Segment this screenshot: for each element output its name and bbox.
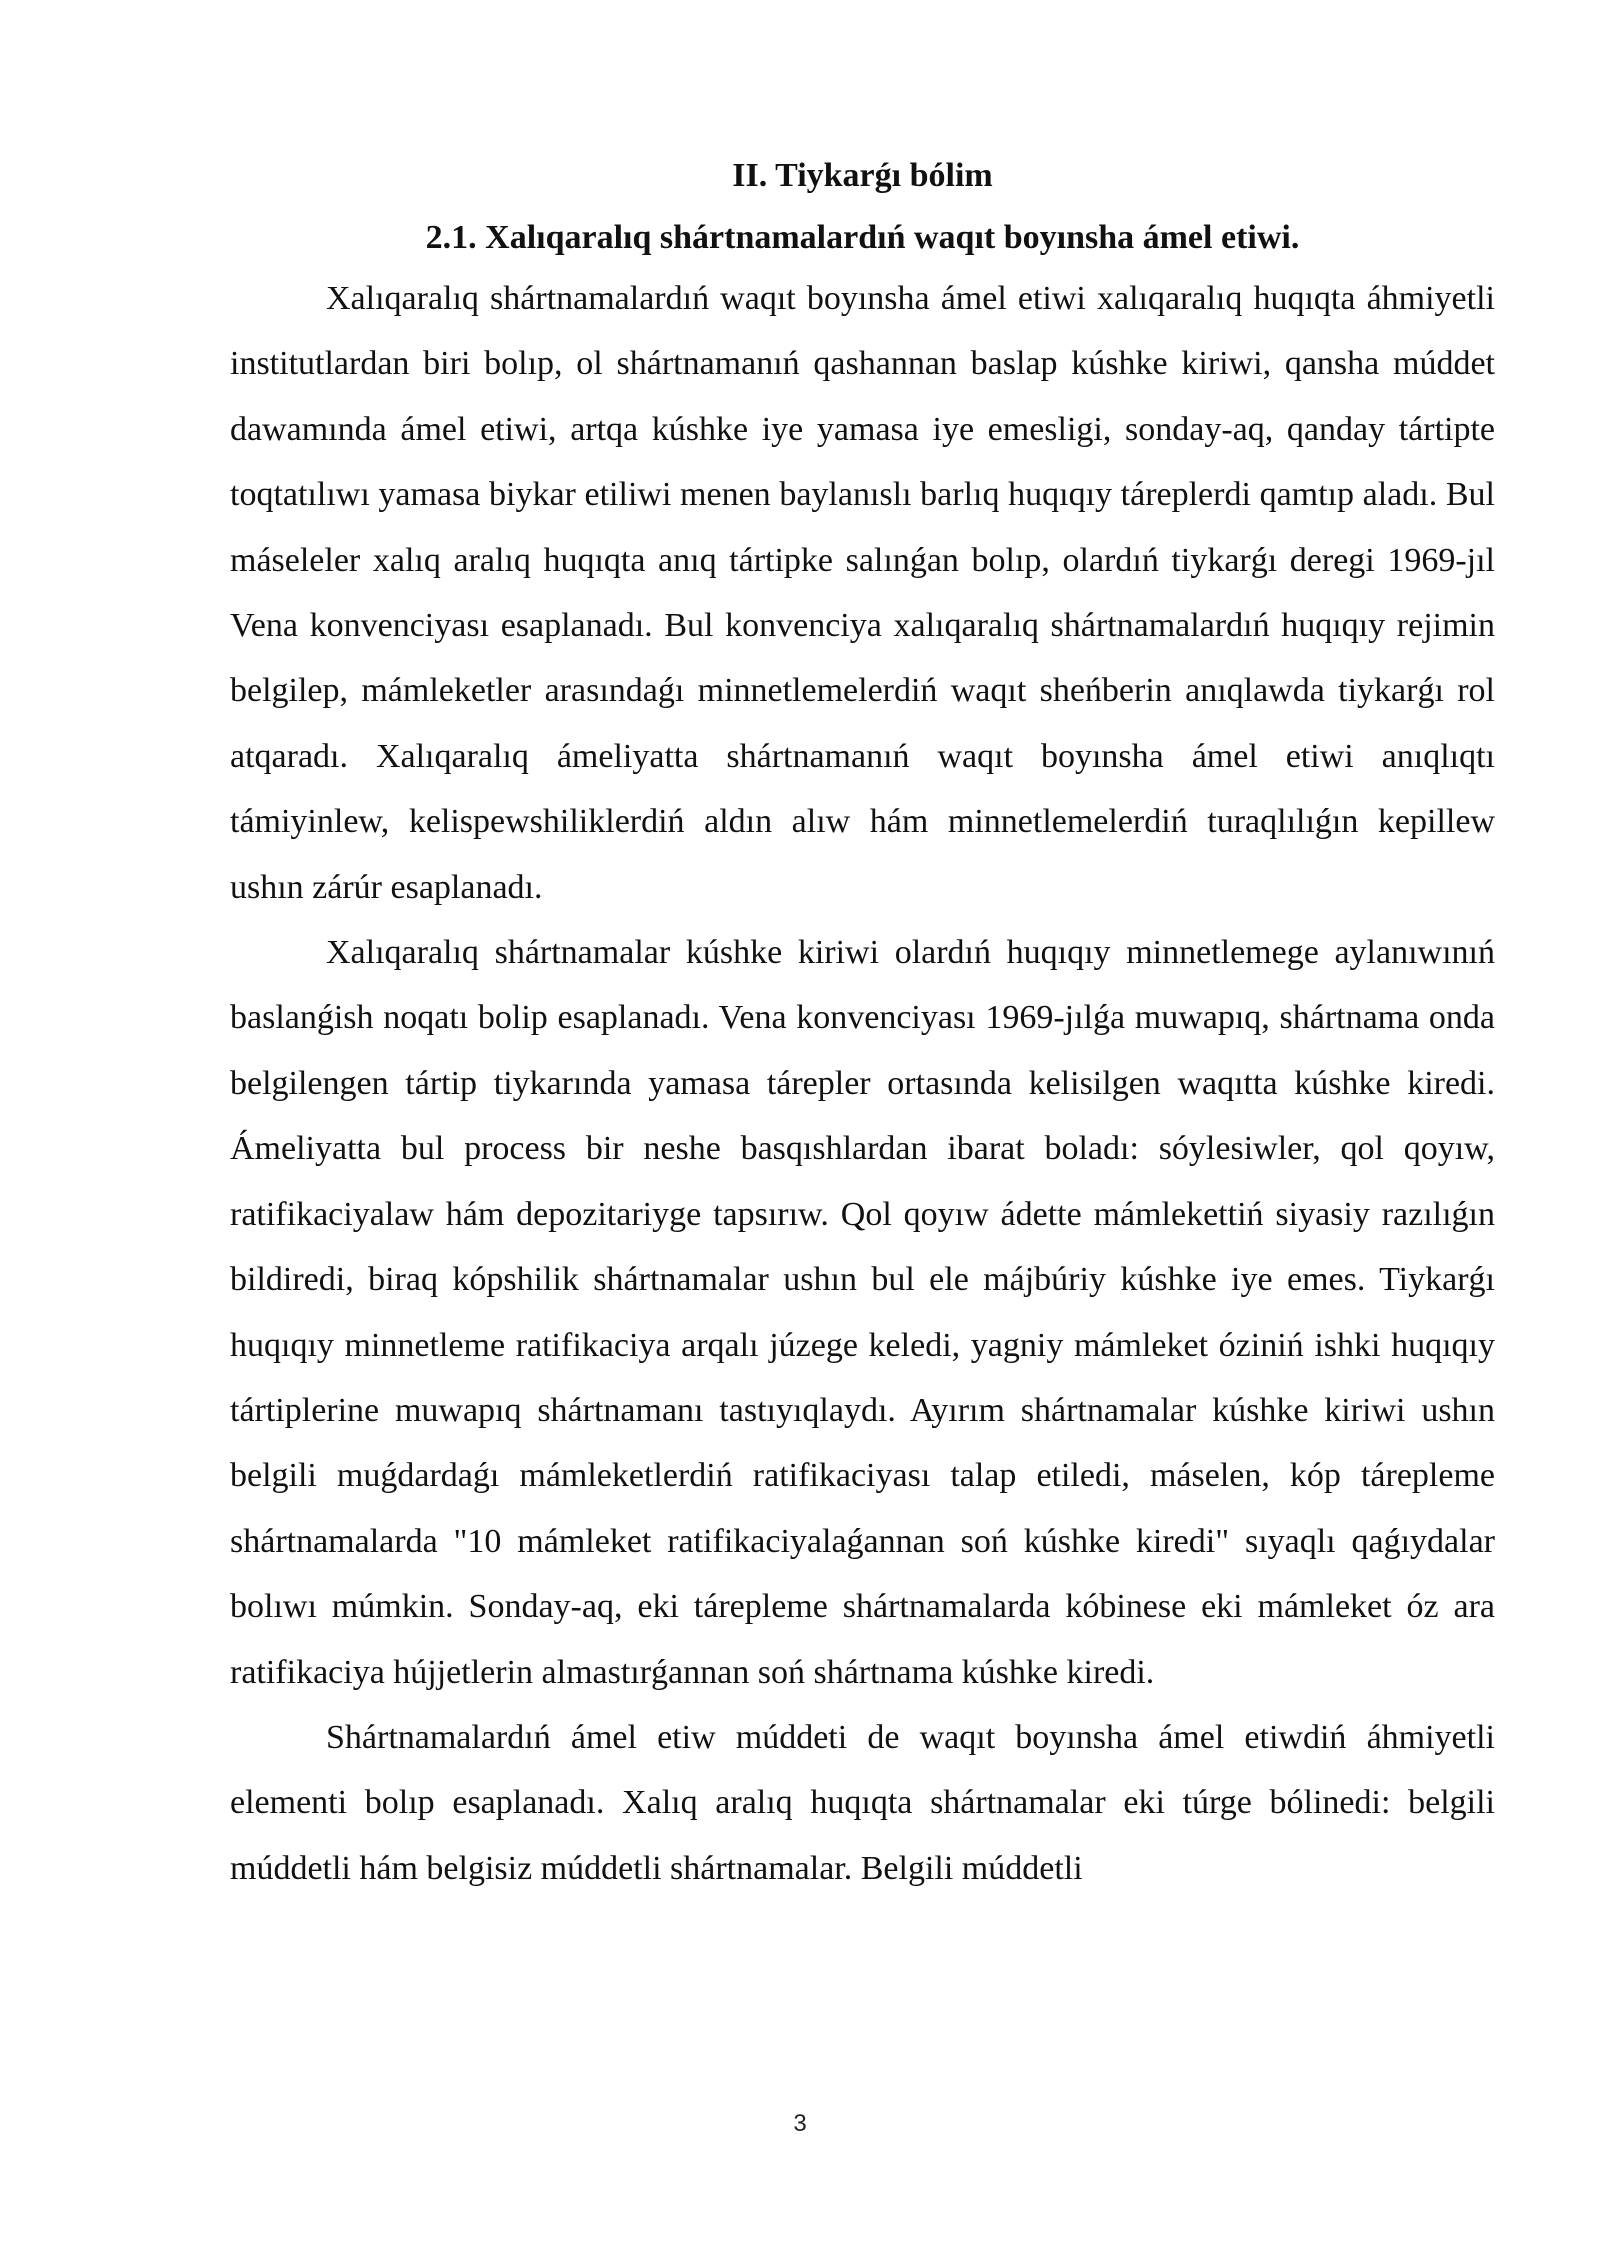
section-heading: II. Tiykarǵı bólim	[732, 157, 993, 194]
page-number: 3	[793, 2110, 807, 2137]
paragraph-1: Xalıqaralıq shártnamalardıń waqıt boyınsha ámel etiwi xalıqaralıq huqıqta áhmiyetli institutlardan biri bolıp, ol shártnamanıń qashannan baslap kúshke kiriwi, qansha múddet dawamında ámel etiwi, artqa kúshke iye yamasa iye emesligi, sonday-aq, qanday tártipte toqtatılıwı yamasa biykar etiliwi menen baylanıslı barlıq huqıqıy táreplerdi qamtıp aladı. Bul máseleler xalıq aralıq huqıqta anıq tártipke salınǵan bolıp, olardıń tiykarǵı deregi 1969-jıl Vena konvenciyası esaplanadı. Bul konvenciya xalıqaralıq shártnamalardıń huqıqıy rejimin belgilep, mámleketler arasındaǵı minnetlemelerdiń waqıt sheńberin anıqlawda tiykarǵı rol atqaradı. Xalıqaralıq ámeliyatta shártnamanıń waqıt boyınsha ámel etiwi anıqlıqtı támiyinlew, kelispewshiliklerdiń aldın alıw hám minnetlemelerdiń turaqlılıǵın kepillew ushın zárúr esaplanadı.	[230, 280, 1495, 906]
paragraph-2: Xalıqaralıq shártnamalar kúshke kiriwi olardıń huqıqıy minnetlemege aylanıwınıń baslanǵish noqatı bolip esaplanadı. Vena konvenciyası 1969-jılǵa muwapıq, shártnama onda belgilengen tártip tiykarında yamasa tárepler ortasında kelisilgen waqıtta kúshke kiredi. Ámeliyatta bul process bir neshe basqıshlardan ibarat boladı: sóylesiwler, qol qoyıw, ratifikaciyalaw hám depozitariyge tapsırıw. Qol qoyıw ádette mámlekettiń siyasiy razılıǵın bildiredi, biraq kópshilik shártnamalar ushın bul ele májbúriy kúshke iye emes. Tiykarǵı huqıqıy minnetleme ratifikaciya arqalı júzege keledi, yagniy mámleket óziniń ishki huqıqıy tártiplerine muwapıq shártnamanı tastıyıqlaydı. Ayırım shártnamalar kúshke kiriwi ushın belgili muǵdardaǵı mámleketlerdiń ratifikaciyası talap etiledi, máselen, kóp tárepleme shártnamalarda "10 mámleket ratifikaciyalaǵannan soń kúshke kiredi" sıyaqlı qaǵıydalar bolıwı múmkin. Sonday-aq, eki tárepleme shártnamalarda kóbinese eki mámleket óz ara ratifikaciya hújjetlerin almastırǵannan soń shártnama kúshke kiredi.	[230, 934, 1495, 1691]
paragraph-3: Shártnamalardıń ámel etiw múddeti de waqıt boyınsha ámel etiwdiń áhmiyetli elementi bolıp esaplanadı. Xalıq aralıq huqıqta shártnamalar eki túrge bólinedi: belgili múddetli hám belgisiz múddetli shártnamalar. Belgili múddetli	[230, 1718, 1495, 1887]
subsection-heading: 2.1. Xalıqaralıq shártnamalardıń waqıt boyınsha ámel etiwi.	[425, 219, 1300, 256]
page-content	[230, 148, 1495, 1901]
